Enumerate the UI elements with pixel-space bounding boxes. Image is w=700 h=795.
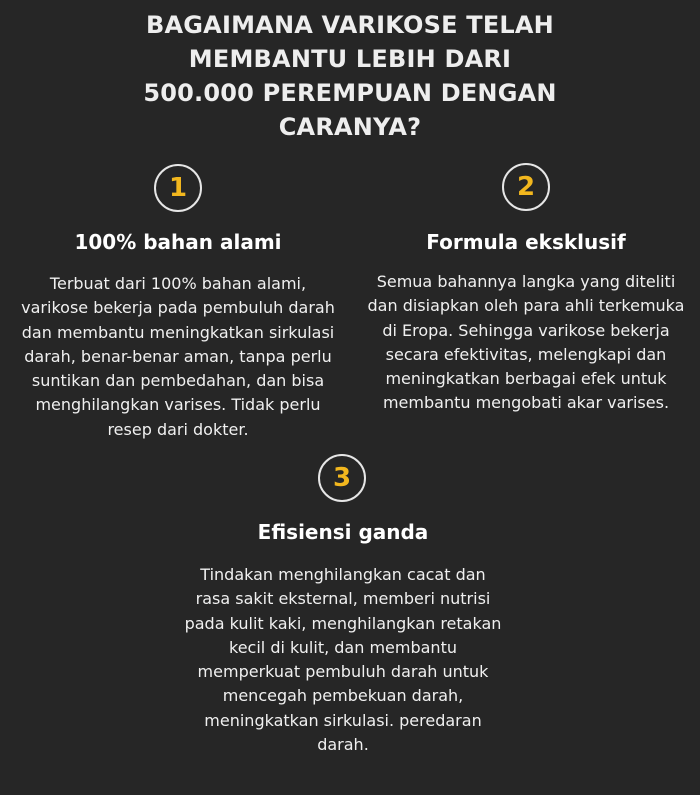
feature-number-badge: 1 [154,164,202,212]
description-line: secara efektivitas, melengkapi dan [385,344,667,364]
heading-line: 500.000 PEREMPUAN DENGAN [143,79,557,107]
description-line: varikose bekerja pada pembuluh darah [21,298,335,318]
description-line: kecil di kulit, dan membantu [229,637,457,657]
description-line: rasa sakit eksternal, memberi nutrisi [195,589,491,609]
description-line: mencegah pembekuan darah, [222,686,464,706]
description-line: dan disiapkan oleh para ahli terkemuka [367,296,685,316]
description-line: pada kulit kaki, menghilangkan retakan [184,613,502,633]
feature-number-badge: 3 [318,454,366,502]
description-line: Semua bahannya langka yang diteliti [376,272,676,291]
description-line: membantu mengobati akar varises. [382,393,670,413]
description-line: Tindakan menghilangkan cacat dan [200,565,486,584]
description-line: di Eropa. Sehingga varikose bekerja [382,320,670,340]
section-heading [0,8,700,144]
feature-number-badge: 2 [502,163,550,211]
description-line: dan membantu meningkatkan sirkulasi [21,322,335,342]
description-line: menghilangkan varises. Tidak perlu [35,395,321,415]
feature-3 [170,452,516,772]
heading-line: BAGAIMANA VARIKOSE TELAH [146,11,554,39]
feature-description [352,270,700,416]
feature-1 [0,162,356,452]
description-line: resep dari dokter. [107,419,249,439]
description-line: memperkuat pembuluh darah untuk [197,662,489,682]
heading-line: CARANYA? [278,113,422,141]
feature-title: 100% bahan alami [74,230,282,254]
description-line: meningkatkan sirkulasi. peredaran [204,710,482,730]
feature-title: Formula eksklusif [426,230,626,254]
description-line: Terbuat dari 100% bahan alami, [49,274,307,293]
feature-2 [352,162,700,422]
description-line: darah, benar-benar aman, tanpa perlu [24,346,332,366]
heading-line: MEMBANTU LEBIH DARI [188,45,512,73]
feature-title: Efisiensi ganda [257,520,429,544]
description-line: darah. [317,735,369,755]
feature-description [0,272,356,442]
description-line: suntikan dan pembedahan, dan bisa [31,371,325,391]
feature-description [170,563,516,757]
description-line: meningkatkan berbagai efek untuk [385,369,667,389]
